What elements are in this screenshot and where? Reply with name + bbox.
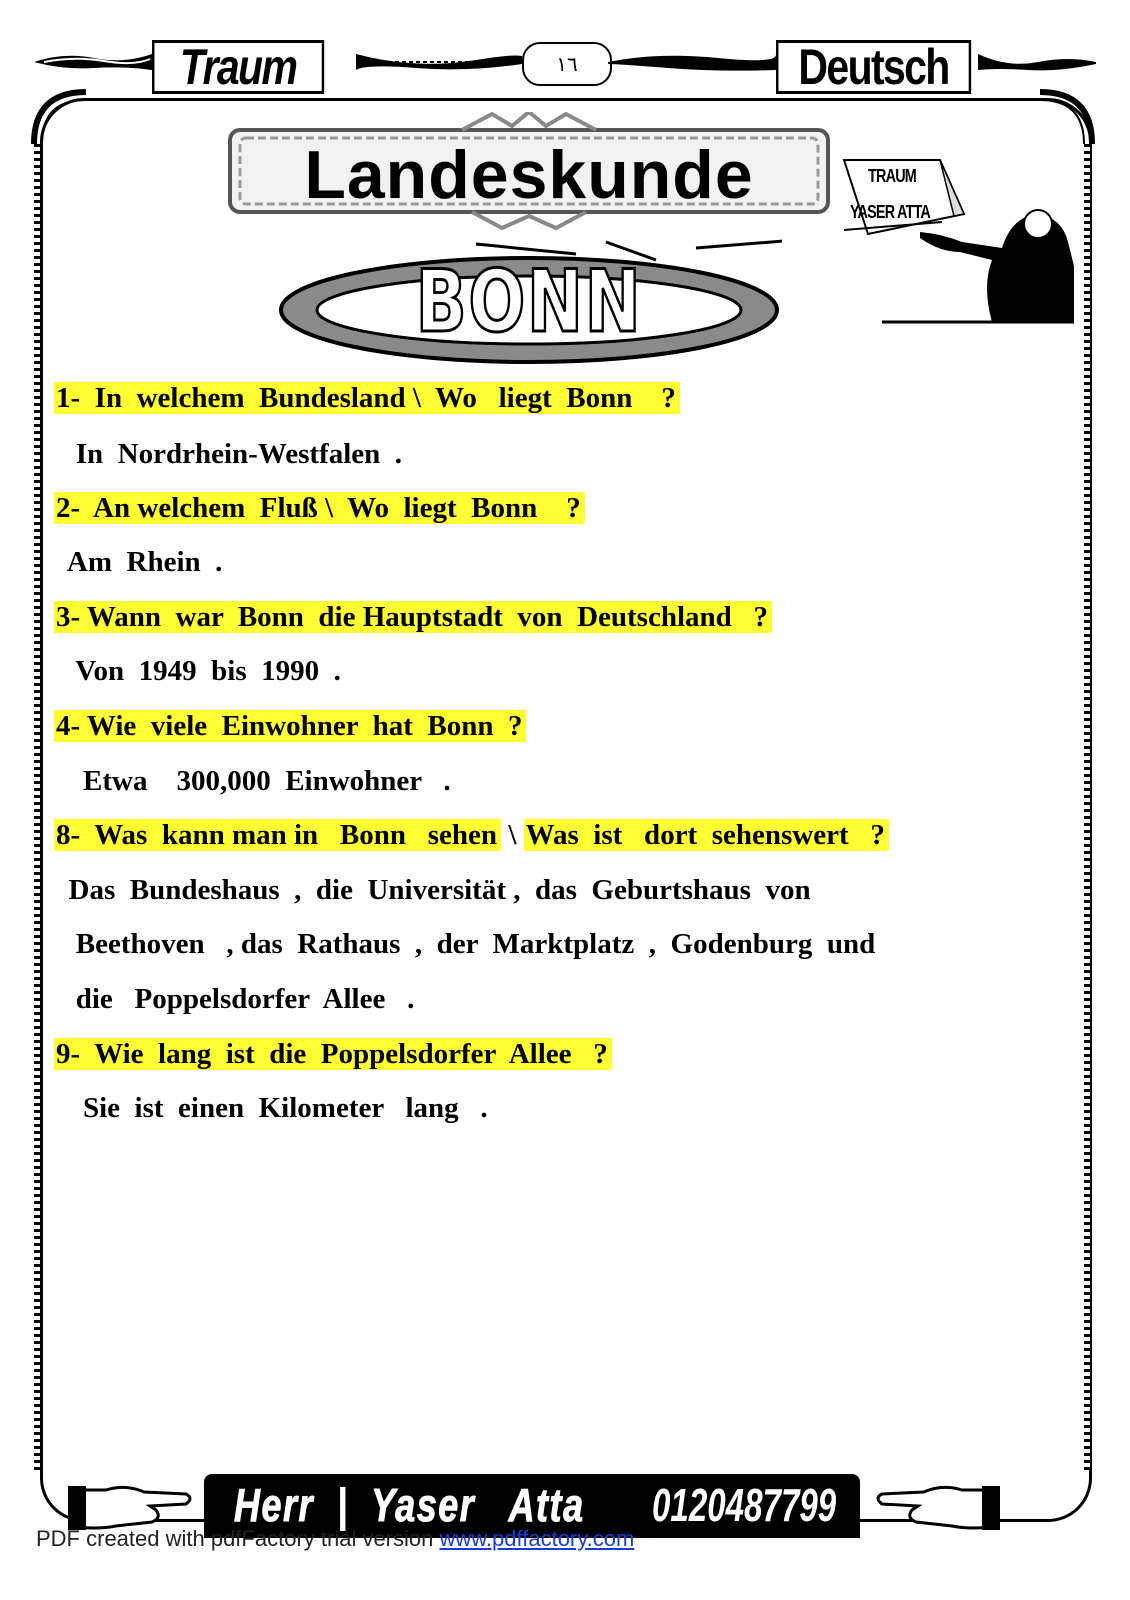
question-text-alt: Was ist dort sehenswert ? — [524, 819, 889, 851]
watermark-link[interactable]: www.pdffactory.com — [439, 1526, 635, 1551]
frame-left-border — [34, 140, 40, 1470]
pdf-watermark — [36, 1526, 634, 1552]
answer-4: Etwa 300,000 Einwohner . — [54, 765, 451, 797]
question-text: 3- Wann war Bonn die Hauptstadt von Deutschland ? — [54, 601, 772, 633]
question-4 — [54, 706, 526, 746]
answer-8-line-2: Beethoven , das Rathaus , der Marktplatz , Godenburg und — [54, 928, 876, 960]
question-2 — [54, 488, 585, 528]
question-separator: \ — [501, 819, 524, 851]
sign-line-2: YASER ATTA — [850, 202, 931, 222]
question-text: 4- Wie viele Einwohner hat Bonn ? — [54, 710, 526, 742]
frame-right-border — [1084, 140, 1090, 1470]
author-phone: 0120487799 — [652, 1479, 837, 1531]
author-name: Herr | Yaser Atta — [234, 1479, 585, 1531]
question-text: 9- Wie lang ist die Poppelsdorfer Allee ? — [54, 1038, 612, 1070]
answer-8-line-1: Das Bundeshaus , die Universität , das Geburtshaus von — [54, 874, 811, 906]
subtitle: BONN — [415, 252, 643, 352]
answer-9: Sie ist einen Kilometer lang . — [54, 1092, 488, 1124]
question-text: 8- Was kann man in Bonn sehen — [54, 819, 501, 851]
sign-line-1: TRAUM — [868, 166, 916, 186]
center-right-ornament-icon — [608, 50, 776, 74]
answer-8-line-3: die Poppelsdorfer Allee . — [54, 983, 415, 1015]
page-number: ١٦ — [522, 42, 612, 86]
answer-2: Am Rhein . — [54, 546, 223, 578]
question-9 — [54, 1034, 612, 1074]
corner-ornament-icon — [30, 88, 90, 148]
page-header — [34, 36, 1096, 95]
center-left-ornament-icon — [356, 50, 522, 74]
pointing-hand-left-icon — [862, 1480, 1002, 1536]
answer-3: Von 1949 bis 1990 . — [54, 655, 341, 687]
subtitle-badge — [276, 238, 782, 368]
title-banner — [222, 112, 836, 230]
question-1 — [54, 378, 680, 418]
corner-ornament-icon — [1036, 88, 1096, 148]
left-ornament-icon — [34, 50, 152, 74]
question-3 — [54, 597, 772, 637]
page-title: Landeskunde — [304, 137, 754, 213]
question-text: 2- An welchem Fluß \ Wo liegt Bonn ? — [54, 492, 585, 524]
answer-1: In Nordrhein-Westfalen . — [54, 438, 402, 470]
watermark-text: PDF created with pdfFactory trial version — [36, 1526, 440, 1551]
right-ornament-icon — [978, 50, 1096, 74]
question-8 — [54, 815, 889, 855]
header-left-label: Traum — [152, 40, 324, 94]
teacher-sign — [842, 156, 1074, 332]
header-right-label: Deutsch — [776, 40, 971, 94]
question-text: 1- In welchem Bundesland \ Wo liegt Bonn ? — [54, 382, 680, 414]
